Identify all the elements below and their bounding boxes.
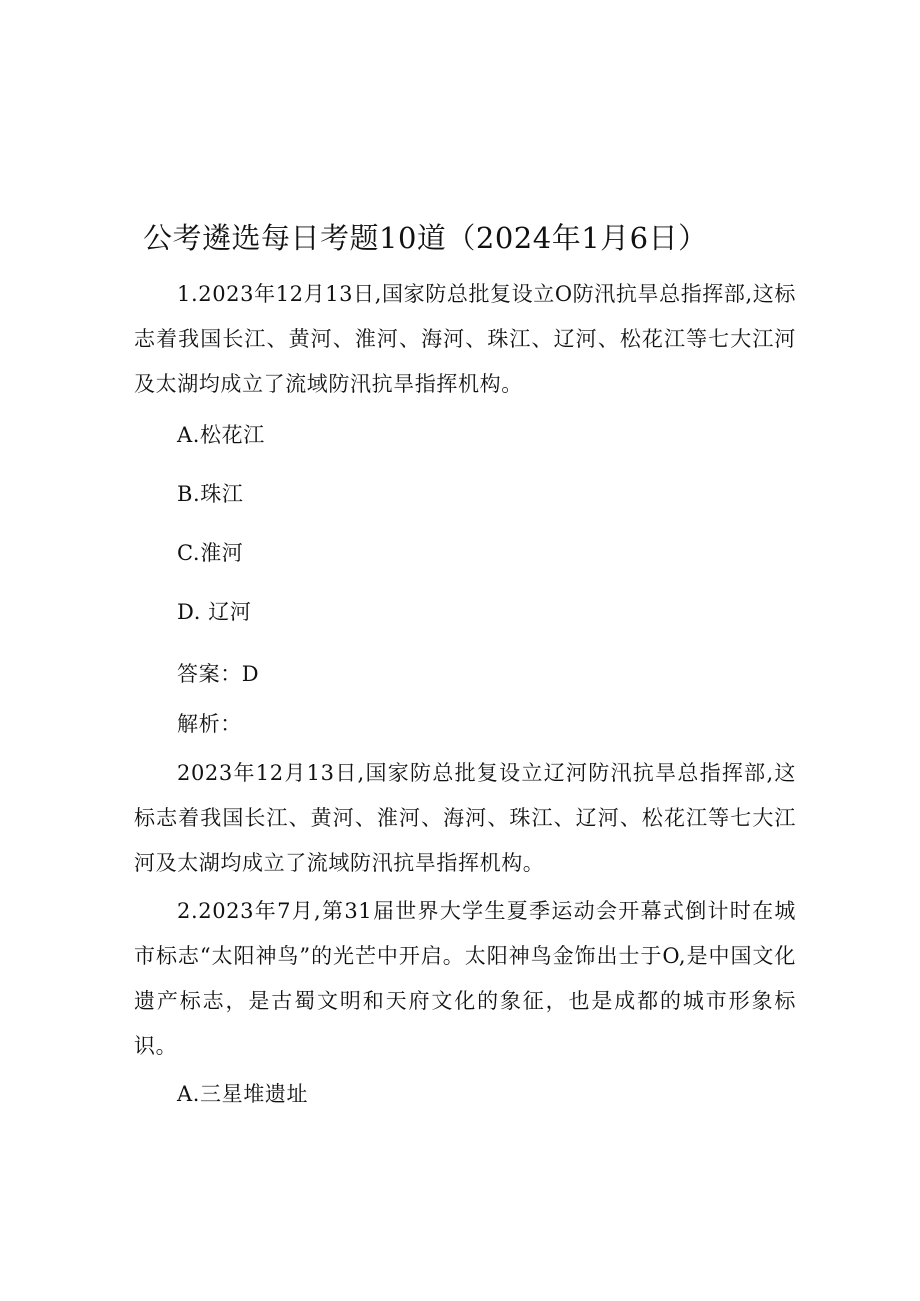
question-1-option-c: C.淮河: [177, 541, 244, 565]
document-title: 公考遴选每日考题10道（2024年1月6日）: [143, 221, 708, 255]
question-1-analysis-label: 解析：: [177, 712, 242, 736]
question-2-stem: 2.2023年7月,第31届世界大学生夏季运动会开幕式倒计时在城市标志“太阳神鸟”的光芒中开启。太阳神鸟金饰出士于O,是中国文化遗产标志，是古蜀文明和天府文化的象征，也是成都的城市形象标识。: [134, 899, 796, 1058]
question-1-option-b: B.珠江: [177, 482, 244, 506]
question-1-answer: 答案：D: [177, 662, 260, 686]
question-2-option-a: A.三星堆遗址: [177, 1082, 309, 1106]
question-1-analysis: 2023年12月13日,国家防总批复设立辽河防汛抗旱总指挥部,这标志着我国长江、黄河、淮河、海河、珠江、辽河、松花江等七大江河及太湖均成立了流域防汛抗旱指挥机构。: [134, 761, 796, 875]
question-1-option-a: A.松花江: [177, 423, 265, 447]
question-1-stem: 1.2023年12月13日,国家防总批复设立O防汛抗旱总指挥部,这标志着我国长江、黄河、淮河、海河、珠江、辽河、松花江等七大江河及太湖均成立了流域防汛抗旱指挥机构。: [134, 282, 796, 396]
question-1-option-d: D. 辽河: [177, 600, 252, 624]
